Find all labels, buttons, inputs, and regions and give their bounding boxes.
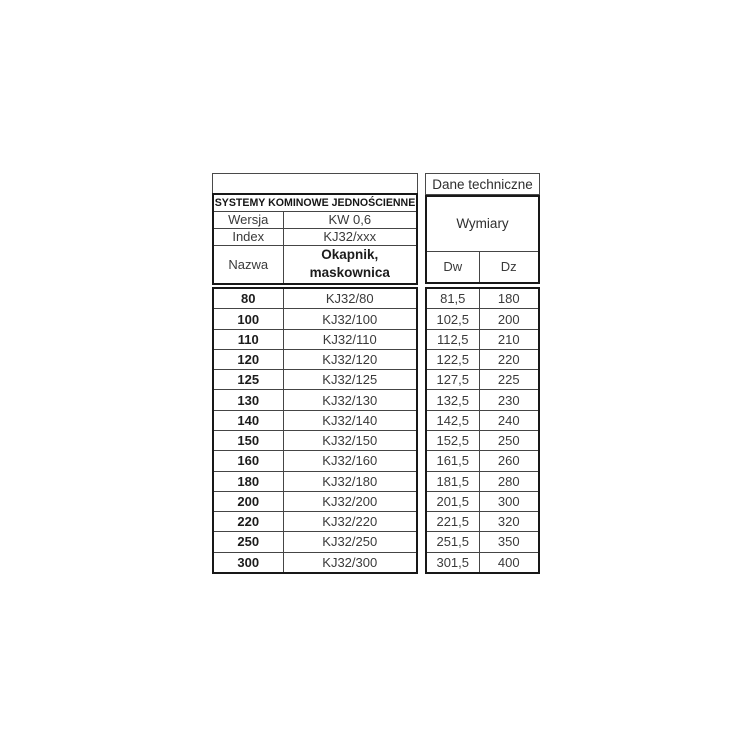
wymiary-header: Wymiary [426,196,539,251]
index-cell: KJ32/125 [283,370,417,390]
empty-header-cell [212,173,418,194]
size-cell: 250 [213,532,283,552]
table-row [213,309,417,329]
index-cell: KJ32/140 [283,410,417,430]
dw-cell: 181,5 [426,471,479,491]
dw-cell: 301,5 [426,552,479,573]
table-row [213,390,417,410]
wersja-value: KW 0,6 [283,211,417,228]
size-cell: 160 [213,451,283,471]
table-row [213,552,417,573]
index-cell: KJ32/250 [283,532,417,552]
nazwa-label: Nazwa [213,245,283,284]
dz-cell: 300 [479,491,539,511]
table-row [213,329,417,349]
dw-cell: 251,5 [426,532,479,552]
right-data-table [425,287,540,574]
index-label: Index [213,228,283,245]
index-row [213,228,417,245]
dw-cell: 102,5 [426,309,479,329]
nazwa-value-line1: Okapnik, [321,247,379,263]
table-row [426,349,539,369]
dz-cell: 260 [479,451,539,471]
dz-cell: 280 [479,471,539,491]
dw-dz-header-row [426,251,539,283]
dw-cell: 152,5 [426,430,479,450]
table-row [426,451,539,471]
size-cell: 180 [213,471,283,491]
nazwa-value [283,245,417,284]
table-row [213,532,417,552]
table-row [213,370,417,390]
right-header-table [425,195,540,284]
index-cell: KJ32/80 [283,288,417,309]
size-cell: 300 [213,552,283,573]
product-table [212,173,540,574]
table-row [213,471,417,491]
left-data-table [212,287,418,574]
size-cell: 140 [213,410,283,430]
dz-cell: 200 [479,309,539,329]
dz-cell: 320 [479,512,539,532]
dz-cell: 240 [479,410,539,430]
size-cell: 80 [213,288,283,309]
table-row [426,532,539,552]
table-row [426,430,539,450]
index-cell: KJ32/150 [283,430,417,450]
size-cell: 110 [213,329,283,349]
wersja-label: Wersja [213,211,283,228]
size-cell: 200 [213,491,283,511]
dz-header: Dz [479,251,539,283]
dw-cell: 81,5 [426,288,479,309]
dz-cell: 230 [479,390,539,410]
table-row [426,471,539,491]
table-row [426,288,539,309]
dz-cell: 225 [479,370,539,390]
index-cell: KJ32/160 [283,451,417,471]
index-cell: KJ32/180 [283,471,417,491]
system-title: SYSTEMY KOMINOWE JEDNOŚCIENNE [213,194,417,211]
dz-cell: 400 [479,552,539,573]
table-row [213,512,417,532]
table-row [213,288,417,309]
index-cell: KJ32/110 [283,329,417,349]
size-cell: 130 [213,390,283,410]
nazwa-row [213,245,417,284]
table-row [213,410,417,430]
index-cell: KJ32/220 [283,512,417,532]
technical-data-header: Dane techniczne [425,173,540,195]
index-value: KJ32/xxx [283,228,417,245]
dw-cell: 127,5 [426,370,479,390]
table-row [426,390,539,410]
index-cell: KJ32/200 [283,491,417,511]
table-row [426,370,539,390]
size-cell: 125 [213,370,283,390]
dw-header: Dw [426,251,479,283]
size-cell: 220 [213,512,283,532]
table-row [213,430,417,450]
dz-cell: 210 [479,329,539,349]
size-cell: 150 [213,430,283,450]
dw-cell: 161,5 [426,451,479,471]
table-row [213,349,417,369]
dw-cell: 122,5 [426,349,479,369]
index-cell: KJ32/130 [283,390,417,410]
index-cell: KJ32/300 [283,552,417,573]
dz-cell: 350 [479,532,539,552]
dw-cell: 201,5 [426,491,479,511]
size-cell: 120 [213,349,283,369]
dz-cell: 220 [479,349,539,369]
wersja-row [213,211,417,228]
table-row [426,552,539,573]
dz-cell: 250 [479,430,539,450]
table-row [426,410,539,430]
dz-cell: 180 [479,288,539,309]
size-cell: 100 [213,309,283,329]
dw-cell: 221,5 [426,512,479,532]
wymiary-row [426,196,539,251]
table-row [426,329,539,349]
table-row [426,309,539,329]
dw-cell: 142,5 [426,410,479,430]
nazwa-value-line2: maskownica [309,265,390,281]
table-row [213,451,417,471]
table-row [426,512,539,532]
left-header-table [212,193,418,285]
table-row [213,491,417,511]
dw-cell: 112,5 [426,329,479,349]
index-cell: KJ32/100 [283,309,417,329]
system-title-row [213,194,417,211]
table-row [426,491,539,511]
index-cell: KJ32/120 [283,349,417,369]
dw-cell: 132,5 [426,390,479,410]
